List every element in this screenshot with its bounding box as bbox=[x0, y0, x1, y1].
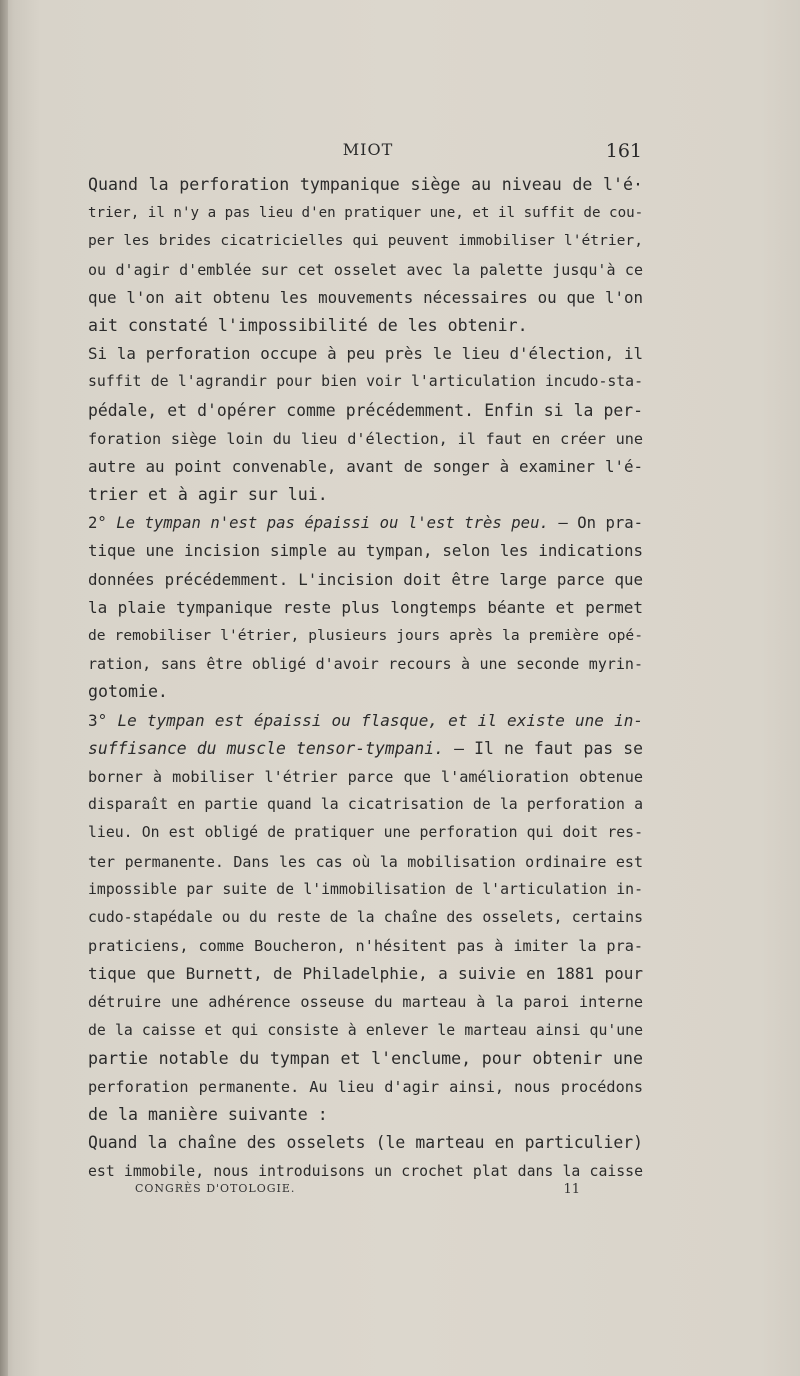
line-text: lieu. On est obligé de pratiquer une perforation qui doit res- bbox=[88, 824, 643, 842]
signature-number: 11 bbox=[563, 1182, 580, 1197]
text-line bbox=[88, 988, 643, 1016]
line-text: la plaie tympanique reste plus longtemps béante et permet bbox=[88, 597, 643, 617]
line-text: impossible par suite de l'immobilisation de l'articulation in- bbox=[88, 880, 643, 898]
page-number: 161 bbox=[605, 140, 642, 162]
line-text: disparaît en partie quand la cicatrisation de la perforation a bbox=[88, 796, 643, 814]
line-text: gotomie. bbox=[88, 682, 168, 702]
line-text: est immobile, nous introduisons un crochet plat dans la caisse bbox=[88, 1162, 643, 1180]
text-line bbox=[88, 960, 643, 988]
line-text: borner à mobiliser l'étrier parce que l'amélioration obtenue bbox=[88, 767, 643, 786]
text-line bbox=[88, 1073, 643, 1101]
line-text: pédale, et d'opérer comme précédemment. Enfin si la per- bbox=[88, 400, 643, 420]
text-line bbox=[88, 735, 643, 763]
line-text: autre au point convenable, avant de songer à examiner l'é- bbox=[88, 456, 643, 476]
line-text: — Il ne faut pas se bbox=[444, 738, 643, 758]
line-text: ter permanente. Dans les cas où la mobilisation ordinaire est bbox=[88, 852, 643, 871]
text-line bbox=[88, 397, 643, 425]
line-text: foration siège loin du lieu d'élection, il faut en créer une bbox=[88, 429, 643, 448]
line-text: Si la perforation occupe à peu près le lieu d'élection, il bbox=[88, 344, 643, 364]
text-line bbox=[88, 791, 643, 819]
text-line bbox=[88, 171, 643, 199]
text-line bbox=[88, 199, 643, 227]
line-text: Quand la perforation tympanique siège au niveau de l'é· bbox=[88, 175, 643, 194]
text-line bbox=[88, 678, 643, 706]
text-line bbox=[88, 340, 643, 368]
line-text: détruire une adhérence osseuse du marteau à la paroi interne bbox=[88, 993, 643, 1012]
line-text: de remobiliser l'étrier, plusieurs jours après la première opé- bbox=[88, 627, 643, 644]
line-text: trier, il n'y a pas lieu d'en pratiquer une, et il suffit de cou- bbox=[88, 205, 644, 222]
line-text: per les brides cicatricielles qui peuvent immobiliser l'étrier, bbox=[88, 232, 643, 250]
line-text: praticiens, comme Boucheron, n'hésitent pas à imiter la pra- bbox=[88, 937, 643, 956]
text-line bbox=[88, 1045, 643, 1073]
italic-heading: Le tympan est épaissi ou flasque, et il existe une in- bbox=[117, 710, 643, 730]
text-line bbox=[88, 425, 643, 453]
line-text: tique une incision simple au tympan, selon les indications bbox=[88, 541, 643, 561]
list-number: 3° bbox=[88, 710, 118, 730]
body-text bbox=[88, 171, 643, 1186]
line-text: ou d'agir d'emblée sur cet osselet avec la palette jusqu'à ce bbox=[88, 260, 643, 279]
text-line bbox=[88, 256, 643, 284]
page-footer bbox=[135, 1182, 580, 1202]
line-text: — On pra- bbox=[548, 514, 643, 533]
text-line bbox=[88, 1129, 643, 1157]
line-text: de la caisse et qui consiste à enlever le marteau ainsi qu'une bbox=[88, 1021, 643, 1039]
running-title: MIOT bbox=[342, 140, 394, 159]
line-text: trier et à agir sur lui. bbox=[88, 485, 328, 505]
text-line bbox=[88, 707, 643, 735]
text-line bbox=[88, 227, 643, 255]
line-text: ration, sans être obligé d'avoir recours à une seconde myrin- bbox=[88, 655, 643, 674]
text-line bbox=[88, 368, 643, 396]
line-text: données précédemment. L'incision doit être large parce que bbox=[88, 569, 643, 589]
text-line bbox=[88, 848, 643, 876]
line-text: de la manière suivante : bbox=[88, 1105, 328, 1125]
line-text: Quand la chaîne des osselets (le marteau en particulier) bbox=[88, 1133, 643, 1153]
text-line bbox=[88, 312, 643, 340]
line-text: perforation permanente. Au lieu d'agir ainsi, nous procédons bbox=[88, 1078, 643, 1096]
text-line bbox=[88, 566, 643, 594]
text-line bbox=[88, 1101, 643, 1129]
text-line bbox=[88, 876, 643, 904]
text-line bbox=[88, 763, 643, 791]
text-line bbox=[88, 932, 643, 960]
text-line bbox=[88, 481, 643, 509]
line-text: que l'on ait obtenu les mouvements nécessaires ou que l'on bbox=[88, 287, 643, 307]
text-line bbox=[88, 284, 643, 312]
text-line bbox=[88, 622, 643, 650]
line-text: partie notable du tympan et l'enclume, pour obtenir une bbox=[88, 1048, 643, 1068]
list-number: 2° bbox=[88, 514, 117, 533]
line-text: tique que Burnett, de Philadelphie, a suivie en 1881 pour bbox=[88, 964, 643, 984]
signature-mark: CONGRÈS D'OTOLOGIE. bbox=[135, 1182, 296, 1195]
text-line bbox=[88, 537, 643, 565]
line-text: cudo-stapédale ou du reste de la chaîne des osselets, certains bbox=[88, 908, 643, 926]
line-text: ait constaté l'impossibilité de les obtenir. bbox=[88, 315, 528, 335]
text-line bbox=[88, 1017, 643, 1045]
text-line bbox=[88, 650, 643, 678]
binding-edge bbox=[0, 0, 8, 1376]
text-line bbox=[88, 453, 643, 481]
italic-heading: suffisance du muscle tensor-tympani. bbox=[88, 738, 445, 758]
text-line bbox=[88, 594, 643, 622]
text-line bbox=[88, 819, 643, 847]
text-line bbox=[88, 509, 643, 537]
line-text: suffit de l'agrandir pour bien voir l'articulation incudo-sta- bbox=[88, 373, 643, 391]
text-line bbox=[88, 904, 643, 932]
page-header bbox=[88, 140, 648, 170]
italic-heading: Le tympan n'est pas épaissi ou l'est très peu. bbox=[116, 514, 549, 533]
